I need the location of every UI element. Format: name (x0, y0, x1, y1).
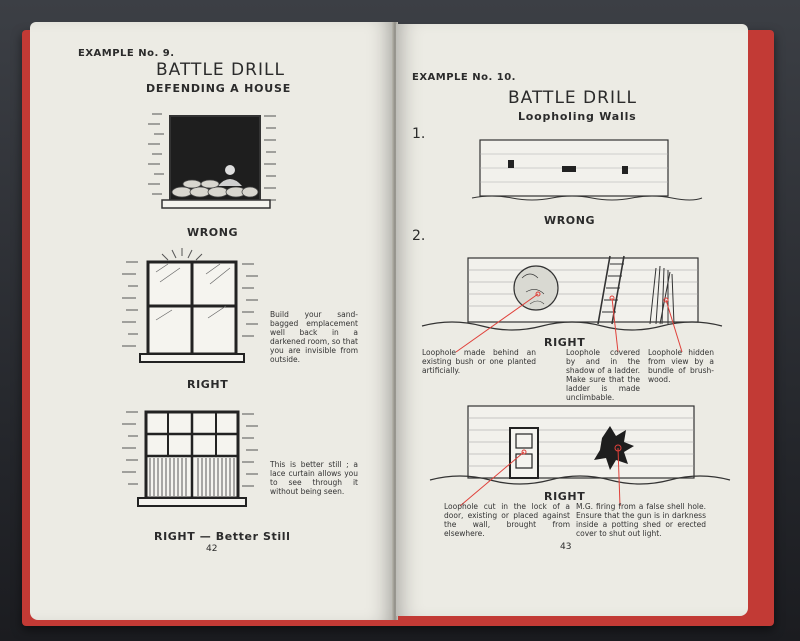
annotation-note: Loophole covered by and in the shadow of a ladder. Make sure that the ladder is made unclimbable. (566, 348, 640, 402)
wall-wrong-illustration (472, 136, 702, 206)
example-label: EXAMPLE No. 10. (412, 72, 516, 83)
page-number: 43 (560, 542, 572, 552)
annotation-note: Loophole made behind an existing bush or one planted artificially. (422, 348, 536, 375)
right-page (396, 24, 748, 616)
window-curtain-illustration (122, 400, 262, 518)
annotation-note: Loophole hidden from view by a bundle of brush-wood. (648, 348, 714, 384)
annotation-note: M.G. firing from a false shell hole. Ensure that the gun is in darkness inside a potting shed or erected cover to shut out light. (576, 502, 706, 538)
window-wrong-illustration (148, 104, 278, 224)
section-number: 1. (412, 126, 426, 142)
figure-note: This is better still ; a lace curtain allows you to see through it without being seen. (270, 460, 358, 496)
figure-caption: RIGHT — Better Still (154, 530, 291, 543)
figure-caption: WRONG (187, 226, 239, 239)
window-right-illustration (122, 248, 262, 368)
section-caption: RIGHT (544, 336, 586, 349)
page-subtitle: DEFENDING A HOUSE (146, 82, 292, 95)
example-label: EXAMPLE No. 9. (78, 48, 175, 59)
figure-note: Build your sand-bagged emplacement well back in a darkened room, so that you are invisible from outside. (270, 310, 358, 364)
figure-caption: RIGHT (187, 378, 229, 391)
wall-bush-ladder-illustration (422, 248, 722, 348)
page-title: BATTLE DRILL (156, 60, 285, 80)
wall-door-shellhole-illustration (430, 400, 720, 496)
page-title: BATTLE DRILL (508, 88, 637, 108)
left-page (30, 22, 394, 620)
section-caption: WRONG (544, 214, 596, 227)
page-subtitle: Loopholing Walls (518, 110, 637, 123)
annotation-note: Loophole cut in the lock of a door, existing or placed against the wall, brought from elsewhere. (444, 502, 570, 538)
section-caption: RIGHT (544, 490, 586, 503)
section-number: 2. (412, 228, 426, 244)
page-number: 42 (206, 544, 218, 554)
